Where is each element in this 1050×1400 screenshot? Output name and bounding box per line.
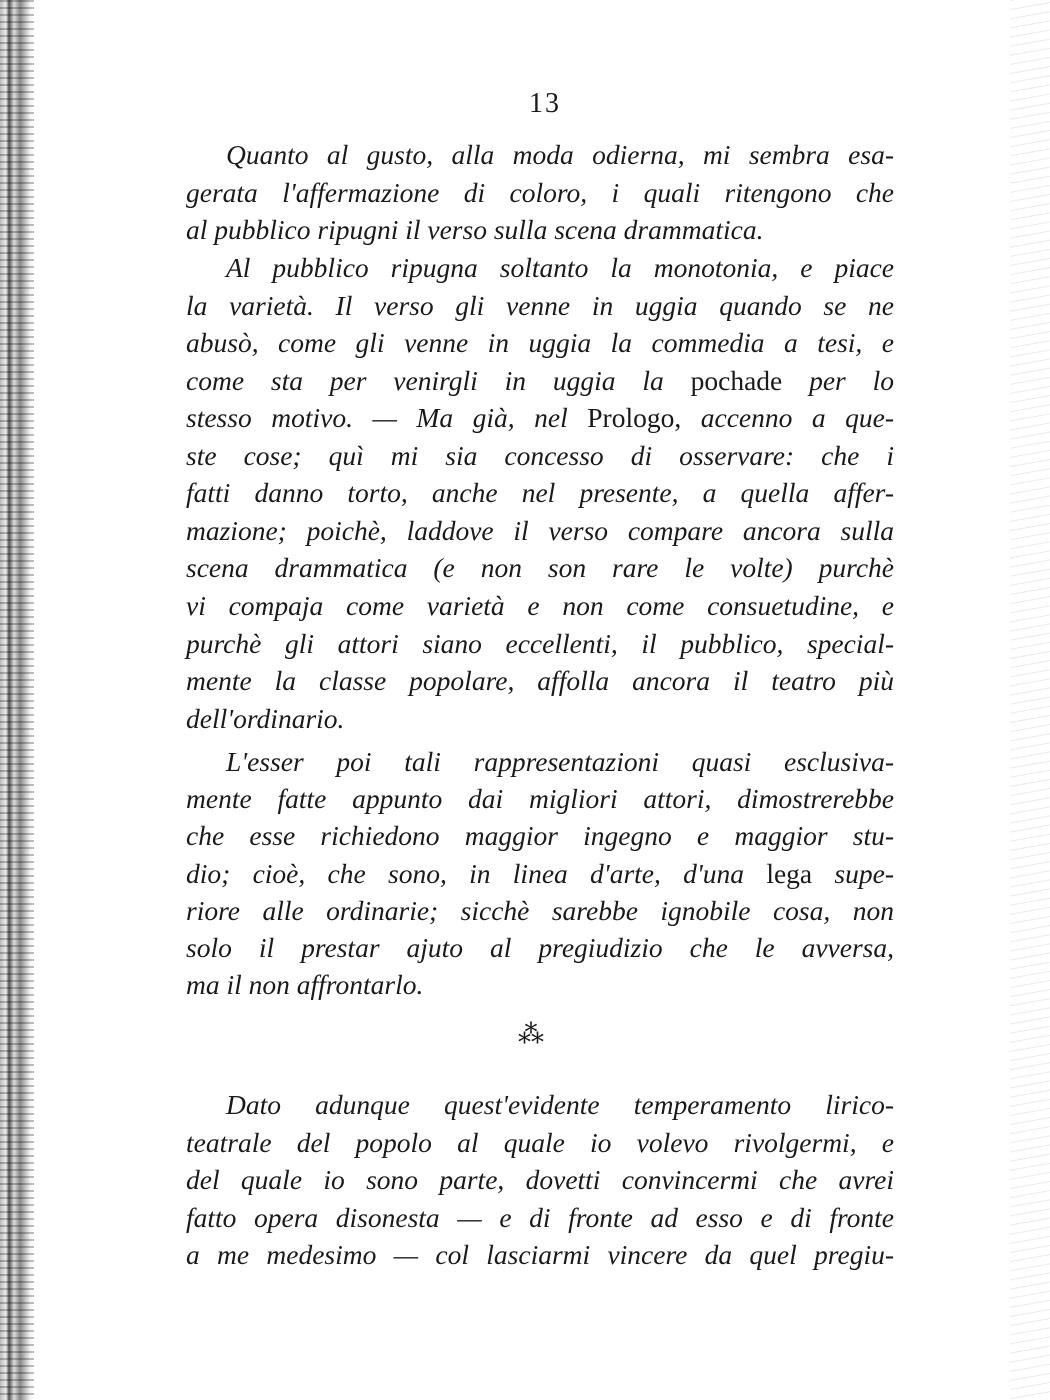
roman-word: Prologo, (587, 402, 682, 434)
text-line (186, 930, 894, 966)
text-segment: ste cose; quì mi sia concesso di osservare: che i (186, 439, 894, 471)
text-line (186, 893, 894, 929)
text-segment: supe- (812, 857, 894, 889)
text-segment: per lo (782, 364, 894, 396)
text-line (186, 288, 894, 324)
text-segment: gerata l'affermazione di coloro, i quali ritengono che (186, 176, 894, 208)
text-segment: riore alle ordinarie; sicchè sarebbe ignobile cosa, non (186, 894, 894, 926)
text-line (226, 1087, 894, 1123)
text-segment: vi compaja come varietà e non come consuetudine, e (186, 589, 894, 621)
text-line (186, 513, 894, 549)
text-segment: scena drammatica (e non son rare le volte) purchè (186, 552, 894, 584)
text-segment: stesso motivo. — Ma già, nel (186, 402, 588, 434)
scan-binding-edge (0, 0, 34, 1400)
text-line (226, 744, 894, 780)
text-line (186, 175, 894, 211)
text-line (186, 550, 894, 586)
text-line (226, 250, 894, 286)
text-line (186, 438, 894, 474)
section-separator: ⁂ (518, 1020, 544, 1049)
roman-word: pochade (690, 364, 783, 396)
text-line (186, 856, 894, 892)
text-segment: dell'ordinario. (186, 702, 345, 734)
text-segment: Quanto al gusto, alla moda odierna, mi sembra esa- (226, 139, 894, 170)
text-segment: dio; cioè, che sono, in linea d'arte, d'una (186, 857, 767, 889)
text-line (186, 212, 894, 248)
scan-right-edge (1010, 0, 1050, 1400)
text-line (186, 626, 894, 662)
text-line (186, 588, 894, 624)
text-line (186, 1200, 894, 1236)
text-segment: fatto opera disonesta — e di fronte ad esso e di fronte (186, 1201, 894, 1233)
text-line (186, 781, 894, 817)
text-segment: solo il prestar ajuto al pregiudizio che le avversa, (186, 932, 894, 963)
text-line (186, 1125, 894, 1161)
text-line (226, 137, 894, 173)
text-segment: che esse richiedono maggior ingegno e maggior stu- (186, 820, 894, 852)
text-segment: ma il non affrontarlo. (186, 969, 424, 1001)
text-line (186, 400, 894, 436)
text-line (186, 363, 894, 399)
text-segment: mente la classe popolare, affolla ancora il teatro più (186, 665, 894, 697)
text-segment: teatrale del popolo al quale io volevo rivolgermi, e (186, 1126, 894, 1158)
text-line (186, 818, 894, 854)
text-line (186, 967, 894, 1003)
page-number: 13 (529, 88, 561, 119)
text-line (186, 1237, 894, 1273)
text-segment: fatti danno torto, anche nel presente, a quella affer- (186, 477, 894, 509)
text-segment: come sta per venirgli in uggia la (186, 364, 691, 396)
text-segment: Al pubblico ripugna soltanto la monotonia, e piace (226, 252, 894, 283)
text-segment: a me medesimo — col lasciarmi vincere da quel pregiu- (186, 1239, 894, 1270)
text-segment: la varietà. Il verso gli venne in uggia quando se ne (186, 289, 894, 321)
text-segment: accenno a que- (681, 402, 894, 434)
text-segment: mente fatte appunto dai migliori attori, dimostrerebbe (186, 783, 894, 815)
text-line (186, 701, 894, 737)
text-segment: del quale io sono parte, dovetti convincermi che avrei (186, 1164, 894, 1195)
text-line (186, 1162, 894, 1198)
text-segment: mazione; poichè, laddove il verso compare ancora sulla (186, 514, 894, 546)
text-segment: L'esser poi tali rappresentazioni quasi esclusiva- (226, 746, 894, 777)
text-segment: purchè gli attori siano eccellenti, il pubblico, special- (186, 627, 894, 659)
roman-word: lega (766, 857, 813, 889)
text-segment: Dato adunque quest'evidente temperamento lirico- (226, 1089, 894, 1120)
text-line (186, 663, 894, 699)
text-line (186, 475, 894, 511)
text-segment: al pubblico ripugni il verso sulla scena drammatica. (186, 214, 764, 245)
text-segment: abusò, come gli venne in uggia la commedia a tesi, e (186, 327, 894, 359)
text-line (186, 325, 894, 361)
